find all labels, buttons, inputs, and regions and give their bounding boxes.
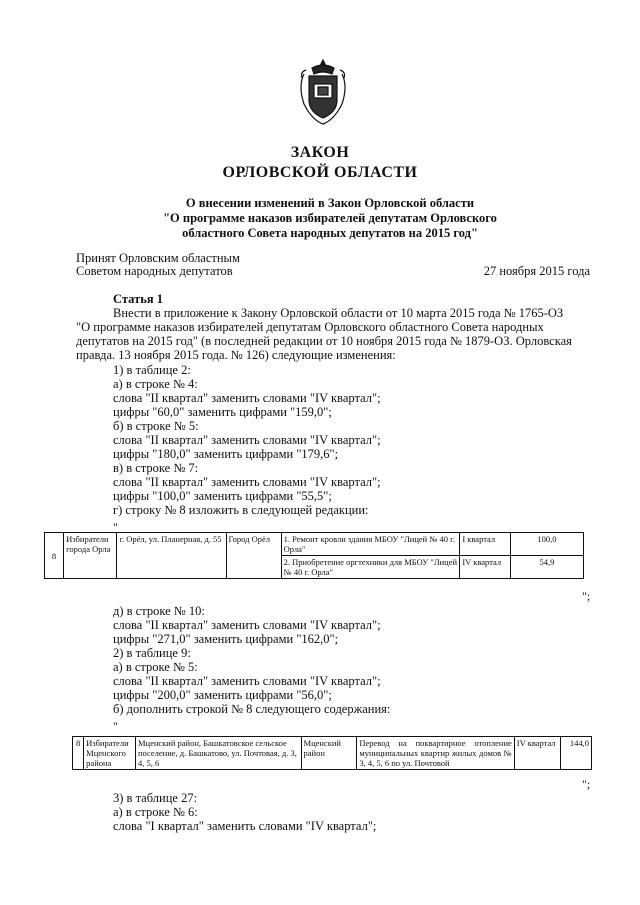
adoption-line-2: Советом народных депутатов — [76, 264, 233, 278]
voters-cell: Избиратели Мценского района — [84, 737, 136, 770]
amendment-line: слова "II квартал" заменить словами "IV квартал"; — [113, 391, 381, 405]
amendment-line: б) дополнить строкой № 8 следующего содержания: — [113, 702, 391, 716]
task-cell: Перевод на поквартирное отопление муниципальных квартир жилых домов № 3, 4, 5, 6 по ул. Почтовой — [357, 737, 514, 770]
coat-of-arms-icon — [298, 58, 348, 126]
task-cell: 2. Приобретение оргтехники для МБОУ "Лицей № 40 г. Орла" — [281, 556, 460, 579]
task-cell: 1. Ремонт кровли здания МБОУ "Лицей № 40 г. Орла" — [281, 533, 460, 556]
quarter-cell: IV квартал — [460, 556, 511, 579]
adoption-line-1: Принят Орловским областным — [76, 251, 240, 265]
area-cell: Город Орёл — [226, 533, 281, 579]
amount-cell: 144,0 — [560, 737, 592, 770]
amendment-line: слова "I квартал" заменить словами "IV квартал"; — [113, 819, 377, 833]
article-paragraph-line: "О программе наказов избирателей депутатам Орловского областного Совета народных — [76, 320, 544, 334]
address-cell: г. Орёл, ул. Планерная, д. 55 — [117, 533, 226, 579]
quarter-cell: IV квартал — [514, 737, 560, 770]
open-quote: " — [113, 719, 118, 733]
amendment-line: цифры "180,0" заменить цифрами "179,6"; — [113, 447, 339, 461]
subtitle-line-1: О внесении изменений в Закон Орловской области — [185, 196, 475, 210]
amendment-line: слова "II квартал" заменить словами "IV квартал"; — [113, 674, 381, 688]
amount-cell: 54,9 — [510, 556, 583, 579]
amendment-line: слова "II квартал" заменить словами "IV квартал"; — [113, 475, 381, 489]
amendment-line: 3) в таблице 27: — [113, 791, 198, 805]
added-table-row-8 — [72, 736, 592, 770]
amendment-line: б) в строке № 5: — [113, 419, 199, 433]
replacement-table-row-8 — [44, 532, 584, 579]
amendment-line: в) в строке № 7: — [113, 461, 199, 475]
area-cell: Мценский район — [301, 737, 357, 770]
row-number: 8 — [45, 533, 64, 579]
subtitle-line-3: областного Совета народных депутатов на 2015 год" — [182, 226, 478, 240]
amendment-line: а) в строке № 5: — [113, 660, 198, 674]
amendment-line: цифры "271,0" заменить цифрами "162,0"; — [113, 632, 339, 646]
article-heading: Статья 1 — [113, 292, 163, 306]
article-paragraph-line: правда. 13 ноября 2015 года. № 126) следующие изменения: — [76, 348, 396, 362]
amendment-line: г) строку № 8 изложить в следующей редакции: — [113, 503, 369, 517]
law-region: ОРЛОВСКОЙ ОБЛАСТИ — [222, 164, 418, 181]
amendment-line: д) в строке № 10: — [113, 604, 205, 618]
close-quote: "; — [582, 589, 591, 603]
amendment-line: 2) в таблице 9: — [113, 646, 191, 660]
amendment-line: цифры "200,0" заменить цифрами "56,0"; — [113, 688, 332, 702]
subtitle-line-2: "О программе наказов избирателей депутатам Орловского — [163, 211, 497, 225]
amount-cell: 100,0 — [510, 533, 583, 556]
amendment-line: а) в строке № 4: — [113, 377, 198, 391]
amendment-line: слова "II квартал" заменить словами "IV квартал"; — [113, 618, 381, 632]
law-title: ЗАКОН — [290, 144, 350, 161]
voters-cell: Избиратели города Орла — [64, 533, 117, 579]
close-quote: "; — [582, 777, 591, 791]
address-cell: Мценский район, Башкатовское сельское поселение, д. Башкатово, ул. Почтовая, д. 3, 4, 5, 6 — [135, 737, 301, 770]
amendment-line: цифры "100,0" заменить цифрами "55,5"; — [113, 489, 332, 503]
amendment-line: а) в строке № 6: — [113, 805, 198, 819]
article-paragraph-line: Внести в приложение к Закону Орловской области от 10 марта 2015 года № 1765-ОЗ — [113, 306, 564, 320]
adoption-date: 27 ноября 2015 года — [483, 264, 590, 278]
open-quote: " — [113, 520, 118, 534]
row-number: 8 — [73, 737, 84, 770]
amendment-line: 1) в таблице 2: — [113, 363, 191, 377]
article-paragraph-line: депутатов на 2015 год" (в последней редакции от 10 ноября 2015 года № 1879-ОЗ. Орловская — [76, 334, 572, 348]
amendment-line: цифры "60,0" заменить цифрами "159,0"; — [113, 405, 332, 419]
amendment-line: слова "II квартал" заменить словами "IV квартал"; — [113, 433, 381, 447]
quarter-cell: I квартал — [460, 533, 511, 556]
